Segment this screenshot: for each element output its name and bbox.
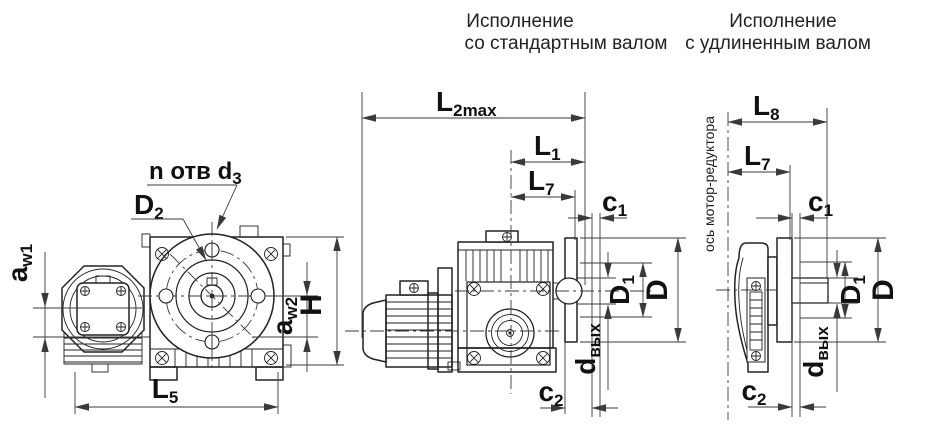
front-face-plate xyxy=(467,282,550,365)
dim-label-l8: L8 xyxy=(753,90,780,124)
dim-label-d-mid: D xyxy=(641,279,674,301)
dim-label-holes: n отв $d_3$ xyxy=(149,158,242,188)
dim-label-dvyh-ext: dвых xyxy=(798,326,832,378)
dim-label-l1: L1 xyxy=(534,130,561,164)
motor-fins-side xyxy=(386,302,452,358)
dim-label-l7-mid: L7 xyxy=(528,165,555,199)
dim-label-d-ext: D xyxy=(867,279,900,301)
dim-label-c1-ext: c1 xyxy=(808,186,834,220)
dim-label-c2-ext: c2 xyxy=(741,375,767,409)
dim-label-l7-ext: L7 xyxy=(744,140,771,174)
output-flange-disc-ext xyxy=(777,238,792,342)
dim-label-c1-mid: c1 xyxy=(602,186,628,220)
dim-label-d1-mid: D1 xyxy=(604,275,638,305)
dim-label-c2-mid: c2 xyxy=(538,376,564,410)
gearbox-side xyxy=(448,231,565,372)
motor-front xyxy=(62,266,144,372)
adapter-flange xyxy=(438,268,452,372)
oil-plug xyxy=(486,231,518,242)
header-extended-line2: с удлиненным валом xyxy=(685,33,871,54)
top-tab xyxy=(240,226,258,237)
extended-shaft xyxy=(792,278,828,303)
header-standard-line2: со стандартным валом xyxy=(464,33,668,54)
dim-label-aw2: aw2 xyxy=(267,296,301,336)
dim-label-h: H xyxy=(295,294,328,316)
bolt-hole-right xyxy=(251,289,265,303)
output-flange xyxy=(138,222,286,372)
housing-ribs xyxy=(466,250,548,281)
foot-right xyxy=(256,367,283,380)
dim-label-d2: D2 xyxy=(134,189,164,223)
dim-label-l2max: L2max xyxy=(436,86,497,120)
view-headers xyxy=(465,11,871,54)
header-standard-line1: Исполнение xyxy=(466,11,574,32)
bolt-hole-left xyxy=(159,289,173,303)
dim-label-dvyh-mid: dвых xyxy=(570,323,604,375)
header-extended-line1: Исполнение xyxy=(729,11,837,32)
front-view xyxy=(62,222,291,380)
dim-label-aw1: aw1 xyxy=(2,243,36,283)
axis-note: ось мотор-редуктора xyxy=(701,116,717,252)
dim-label-l5: L5 xyxy=(151,373,179,407)
motor-side xyxy=(363,268,452,372)
flange-plate-edge xyxy=(768,257,777,325)
dim-label-d1-ext: D1 xyxy=(835,275,869,305)
